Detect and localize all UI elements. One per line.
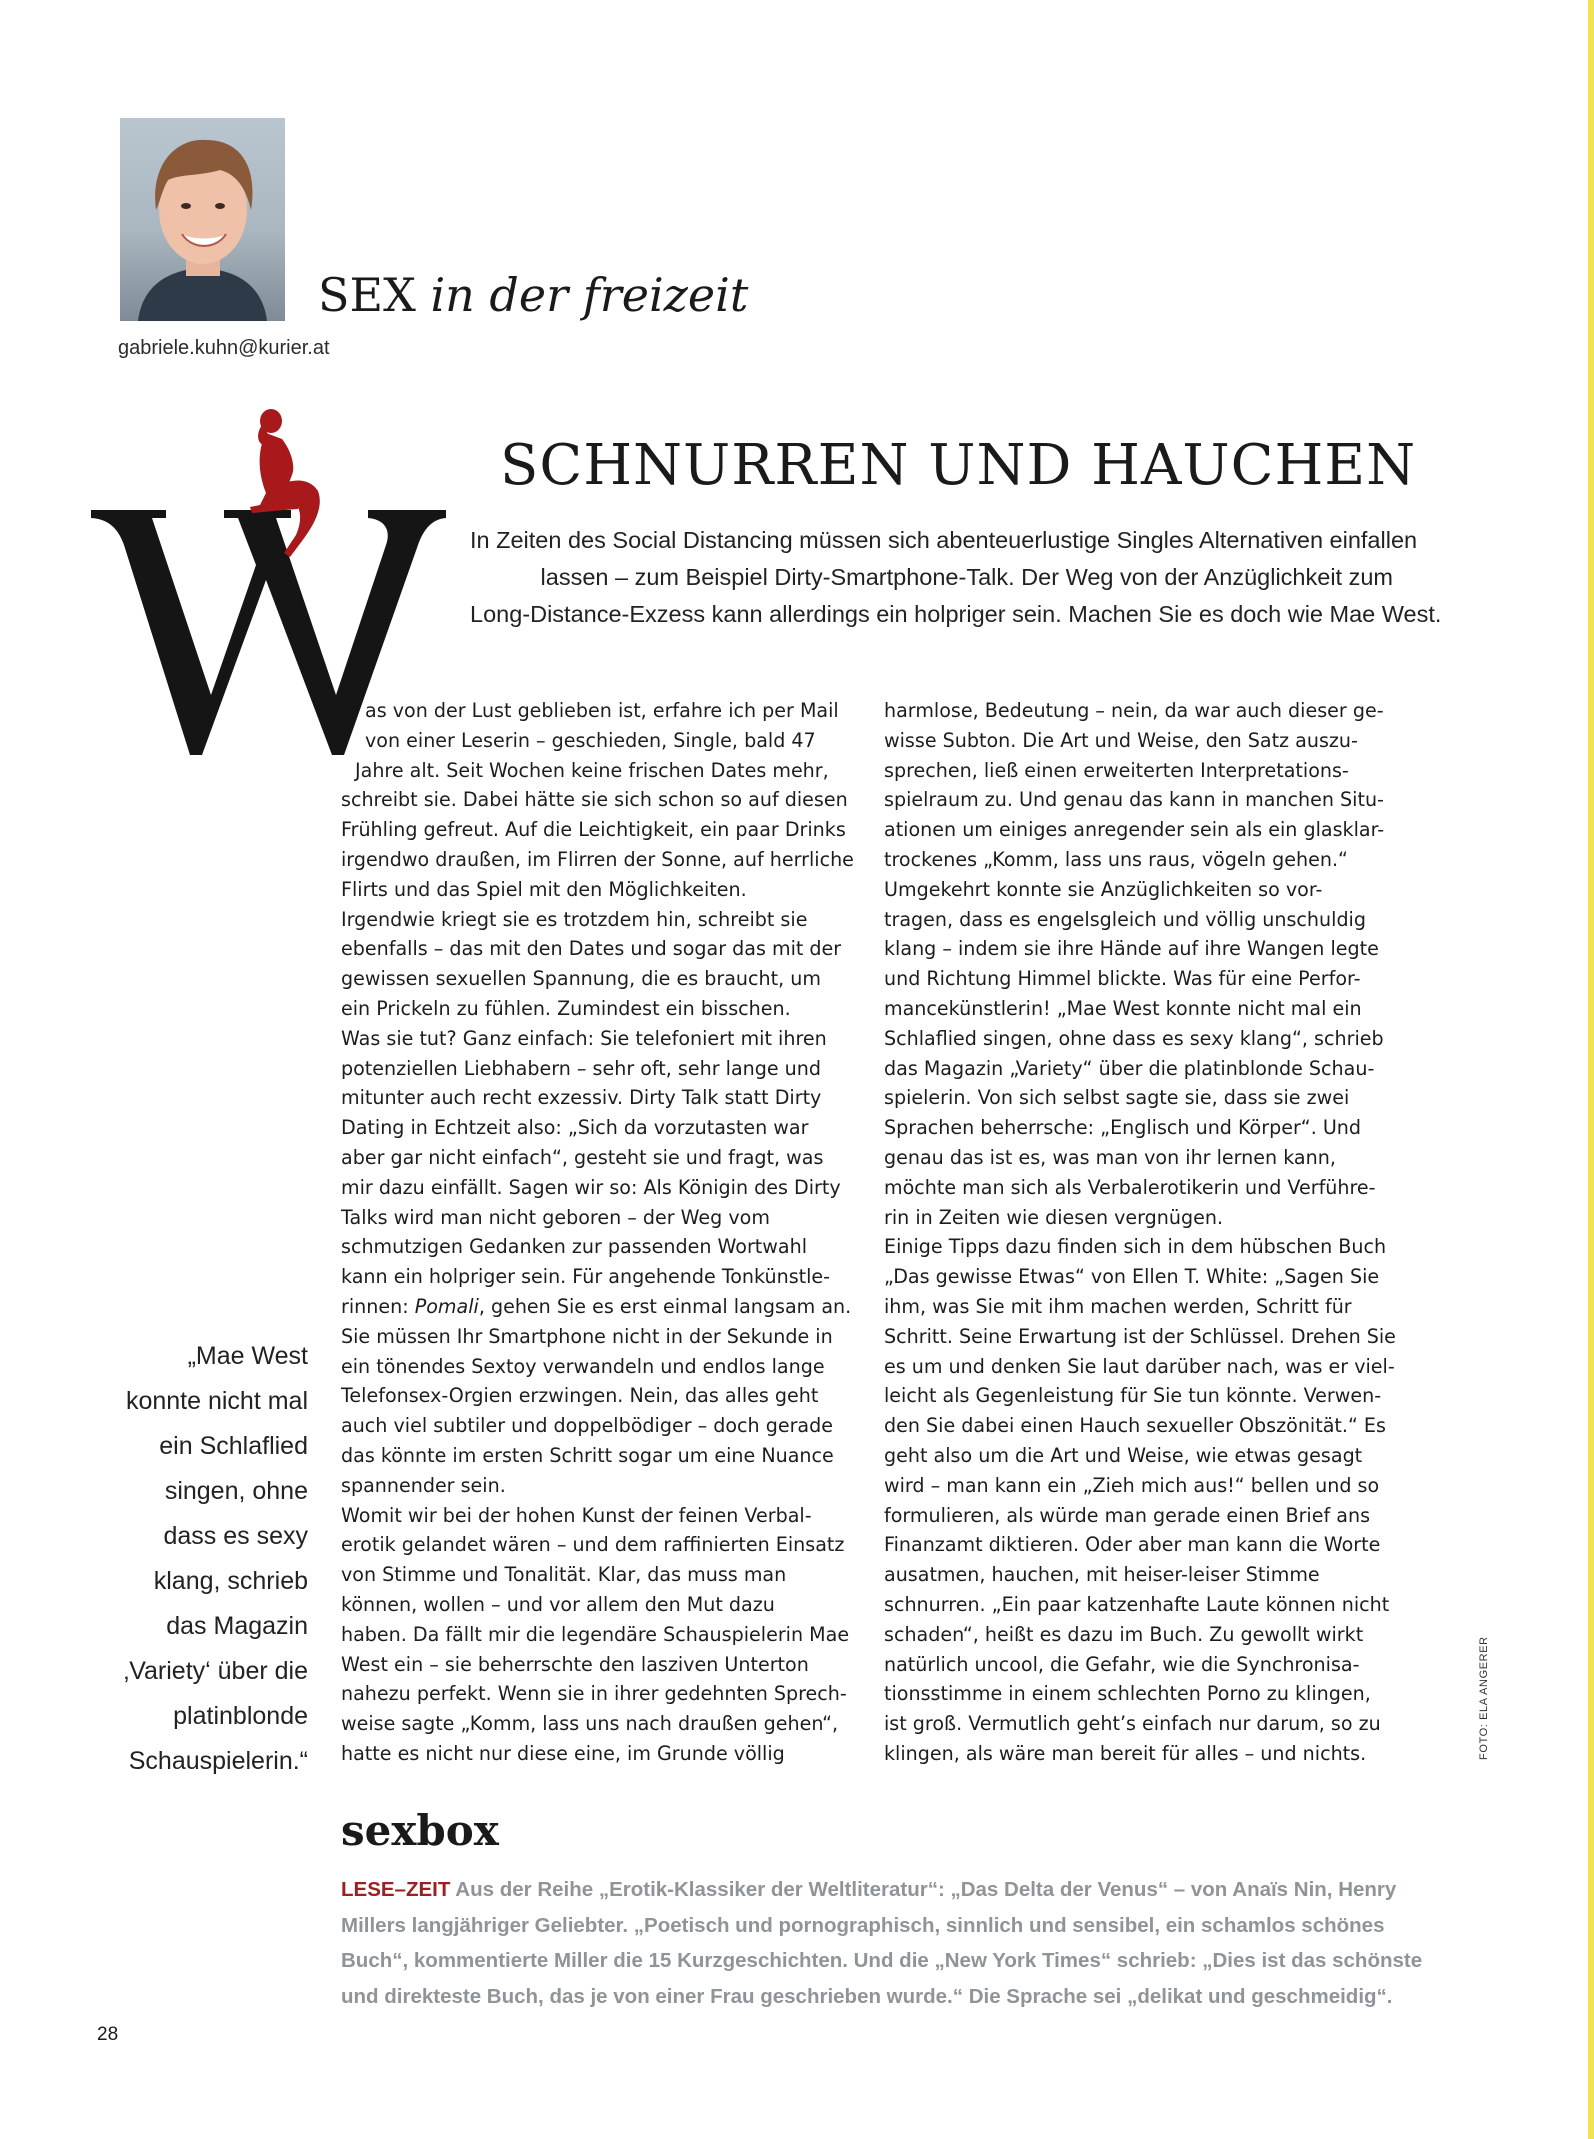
body-line: das könnte im ersten Schritt sogar um eine Nuance — [341, 1443, 834, 1467]
body-line: natürlich uncool, die Gefahr, wie die Synchronisa- — [884, 1652, 1360, 1676]
body-line: tionsstimme in einem schlechten Porno zu klingen, — [884, 1682, 1371, 1706]
pull-quote: „Mae West konnte nicht mal ein Schlaflied singen, ohne dass es sexy klang, schrieb das Magazin ‚Variety‘ über die platinblonde Schauspielerin.“ — [123, 1342, 308, 1775]
body-line: Sie müssen Ihr Smartphone nicht in der Sekunde in — [341, 1324, 833, 1348]
author-portrait — [120, 118, 285, 321]
body-line: weise sagte „Komm, lass uns nach draußen gehen“, — [341, 1712, 839, 1736]
body-line: klang – indem sie ihre Hände auf ihre Wangen legte — [884, 937, 1379, 961]
body-line: hatte es nicht nur diese eine, im Grunde völlig — [341, 1741, 785, 1765]
body-line: ein tönendes Sextoy verwandeln und endlos lange — [341, 1354, 825, 1378]
body-line: ihm, was Sie mit ihm machen werden, Schritt für — [884, 1294, 1352, 1318]
body-line: Einige Tipps dazu finden sich in dem hübschen Buch — [884, 1235, 1387, 1259]
body-line: rin in Zeiten wie diesen vergnügen. — [884, 1205, 1224, 1229]
body-line: auch viel subtiler und doppelbödiger – doch gerade — [341, 1414, 833, 1438]
body-line: spielerin. Von sich selbst sagte sie, dass sie zwei — [884, 1086, 1350, 1110]
page-edge-strip — [1588, 0, 1594, 2139]
body-line: können, wollen – und vor allem den Mut dazu — [341, 1592, 775, 1616]
body-line: genau das ist es, was man von ihr lernen kann, — [884, 1145, 1336, 1169]
body-line: Dating in Echtzeit also: „Sich da vorzutasten war — [341, 1116, 809, 1140]
body-line: Finanzamt diktieren. Oder aber man kann die Worte — [884, 1533, 1381, 1557]
section-title: SEX in der freizeit — [318, 268, 749, 322]
sexbox-title: sexbox — [341, 1806, 499, 1855]
body-line: und Richtung Himmel blickte. Was für eine Perfor- — [884, 967, 1361, 991]
body-line: geht also um die Art und Weise, wie etwas gesagt — [884, 1443, 1363, 1467]
body-line: spannender sein. — [341, 1473, 506, 1497]
body-line: West ein – sie beherrschte den lasziven Unterton — [341, 1652, 809, 1676]
body-line: trockenes „Komm, lass uns raus, vögeln gehen.“ — [884, 847, 1348, 871]
body-line: irgendwo draußen, im Flirren der Sonne, auf herrliche — [341, 847, 854, 871]
article-headline: SCHNURREN UND HAUCHEN — [500, 433, 1417, 498]
body-line: Umgekehrt konnte sie Anzüglichkeiten so vor- — [884, 877, 1323, 901]
body-line: schnurren. „Ein paar katzenhafte Laute können nicht — [884, 1592, 1390, 1616]
body-line: haben. Da fällt mir die legendäre Schauspielerin Mae — [341, 1622, 850, 1646]
body-line: Flirts und das Spiel mit den Möglichkeiten. — [341, 877, 747, 901]
body-line: Sprachen beherrsche: „Englisch und Körper“. Und — [884, 1116, 1362, 1140]
body-line: sprechen, ließ einen erweiterten Interpretations- — [884, 758, 1349, 782]
author-portrait-image — [120, 118, 285, 321]
body-line: Womit wir bei der hohen Kunst der feinen Verbal- — [341, 1503, 812, 1527]
body-line: wisse Subton. Die Art und Weise, den Satz auszu- — [884, 728, 1358, 752]
body-line: schmutzigen Gedanken zur passenden Wortwahl — [341, 1235, 808, 1259]
body-line: as von der Lust geblieben ist, erfahre ich per Mail — [365, 699, 839, 722]
sexbox-text: LESE–ZEIT Aus der Reihe „Erotik-Klassiker der Weltliteratur“: „Das Delta der Venus“ – von Anaïs Nin, Henry Millers langjähriger Geliebter. „Poetisch und pornographisch, sinnlich und sensibel, ein schamlos schönes Buch“, kommentierte Miller die 15 Kurzgeschichten. Und die „New York Times“ schrieb: „Dies ist das schönste und direkteste Buch, das je von einer Frau geschrieben wurde.“ Die Sprache sei „delikat und geschmeidig“. — [341, 1878, 1423, 2008]
body-line: kann ein holpriger sein. Für angehende Tonkünstle- — [341, 1265, 831, 1289]
body-line: Talks wird man nicht geboren – der Weg vom — [341, 1205, 770, 1229]
body-line: den Sie dabei einen Hauch sexueller Obszönität.“ Es — [884, 1414, 1386, 1438]
body-line: mancekünstlerin! „Mae West konnte nicht mal ein — [884, 996, 1362, 1020]
sexbox-kicker: LESE–ZEIT — [341, 1878, 451, 1901]
body-line: Irgendwie kriegt sie es trotzdem hin, schreibt sie — [341, 907, 808, 931]
body-line: es um und denken Sie laut darüber nach, was er viel- — [884, 1354, 1395, 1378]
body-line: Schlaflied singen, ohne dass es sexy klang“, schrieb — [884, 1026, 1384, 1050]
body-line: klingen, als wäre man bereit für alles – und nichts. — [884, 1741, 1367, 1765]
body-line: ausatmen, hauchen, mit heiser-leiser Stimme — [884, 1563, 1320, 1587]
body-line: ist groß. Vermutlich geht’s einfach nur darum, so zu — [884, 1712, 1381, 1736]
body-line: ein Prickeln zu fühlen. Zumindest ein bisschen. — [341, 996, 791, 1020]
body-line: ationen um einiges anregender sein als ein glasklar- — [884, 818, 1385, 842]
body-line: harmlose, Bedeutung – nein, da war auch dieser ge- — [884, 699, 1384, 722]
body-line: mir dazu einfällt. Sagen wir so: Als Königin des Dirty — [341, 1175, 841, 1199]
body-line: von Stimme und Tonalität. Klar, das muss man — [341, 1563, 787, 1587]
body-line: formulieren, als würde man gerade einen Brief ans — [884, 1503, 1371, 1527]
body-line: schreibt sie. Dabei hätte sie sich schon so auf diesen — [341, 788, 848, 812]
author-email: gabriele.kuhn@kurier.at — [118, 337, 330, 359]
body-line: Frühling gefreut. Auf die Leichtigkeit, ein paar Drinks — [341, 818, 846, 842]
article-lead: In Zeiten des Social Distancing müssen sich abenteuerlustige Singles Alternativen einfallen lassen – zum Beispiel Dirty-Smartphone-Talk. Der Weg von der Anzüglichkeit zum Long-Distance-Exzess kann allerdings ein holpriger sein. Machen Sie es doch wie Mae West. — [470, 527, 1442, 627]
article-column-2 — [884, 696, 1394, 1769]
body-line: tragen, dass es engelsgleich und völlig unschuldig — [884, 907, 1366, 931]
body-line: Schritt. Seine Erwartung ist der Schlüssel. Drehen Sie — [884, 1324, 1396, 1348]
body-line: aber gar nicht einfach“, gesteht sie und fragt, was — [341, 1145, 824, 1169]
body-line: rinnen: Pomali, gehen Sie es erst einmal langsam an. — [341, 1294, 852, 1318]
body-line: möchte man sich als Verbalerotikerin und Verführe- — [884, 1175, 1376, 1199]
body-line: wird – man kann ein „Zieh mich aus!“ bellen und so — [884, 1473, 1380, 1497]
body-line: Telefonsex-Orgien erzwingen. Nein, das alles geht — [341, 1384, 819, 1408]
body-line: erotik gelandet wären – und dem raffinierten Einsatz — [341, 1533, 845, 1557]
body-line: von einer Leserin – geschieden, Single, bald 47 — [365, 728, 816, 752]
body-line: „Das gewisse Etwas“ von Ellen T. White: „Sagen Sie — [884, 1265, 1380, 1289]
body-line: das Magazin „Variety“ über die platinblonde Schau- — [884, 1056, 1375, 1080]
body-line: Was sie tut? Ganz einfach: Sie telefoniert mit ihren — [341, 1026, 827, 1050]
body-line: schaden“, heißt es dazu im Buch. Zu gewollt wirkt — [884, 1622, 1364, 1646]
body-line: mitunter auch recht exzessiv. Dirty Talk statt Dirty — [341, 1086, 822, 1110]
body-line: potenziellen Liebhabern – sehr oft, sehr lange und — [341, 1056, 822, 1080]
body-line: ebenfalls – das mit den Dates und sogar das mit der — [341, 937, 842, 961]
photo-credit: FOTO: ELA ANGERER — [1478, 1636, 1490, 1760]
article-column-1 — [341, 696, 854, 1769]
page-number: 28 — [97, 2024, 119, 2045]
body-line: Jahre alt. Seit Wochen keine frischen Dates mehr, — [355, 758, 829, 782]
body-line: gewissen sexuellen Spannung, die es braucht, um — [341, 967, 821, 991]
body-line: nahezu perfekt. Wenn sie in ihrer gedehnten Sprech- — [341, 1682, 847, 1706]
body-line: leicht als Gegenleistung für Sie tun könnte. Verwen- — [884, 1384, 1382, 1408]
body-line: spielraum zu. Und genau das kann in manchen Situ- — [884, 788, 1384, 812]
